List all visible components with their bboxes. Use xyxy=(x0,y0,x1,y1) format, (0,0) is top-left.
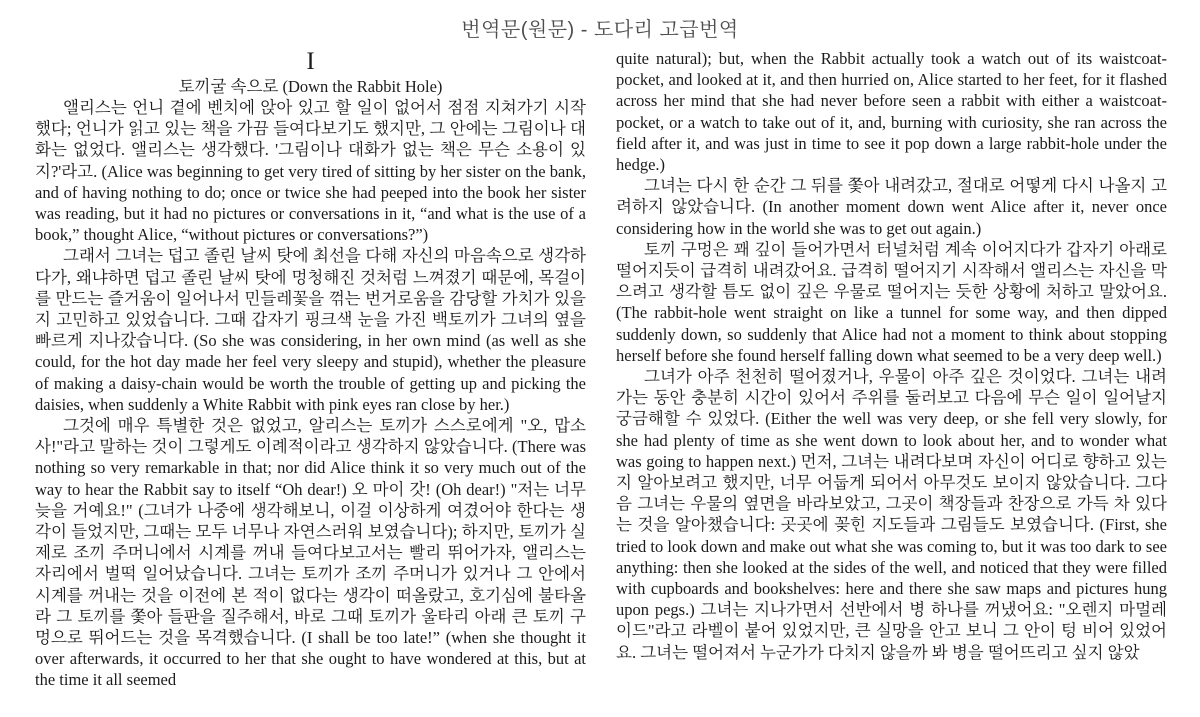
paragraph-2: 그래서 그녀는 덥고 졸린 날씨 탓에 최선을 다해 자신의 마음속으로 생각하다가, 왜냐하면 덥고 졸린 날씨 탓에 멍청해진 것처럼 느껴졌기 때문에, 목걸이를 만드는 즐거움이 일어나서 민들레꽃을 꺾는 번거로움을 감당할 가치가 있을지 고민하고 있었습니다. 그때 갑자기 핑크색 눈을 가진 백토끼가 그녀의 옆을 빠르게 지나갔습니다. (So she was considering, in her own mind (as well as she could, for the hot day made her feel very sleepy and stupid), whether the pleasure of making a daisy-chain would be worth the trouble of getting up and picking the daisies, when suddenly a White Rabbit with pink eyes ran close by her.) xyxy=(35,246,586,414)
right-column xyxy=(616,48,1167,714)
paragraph-3: 그것에 매우 특별한 것은 없었고, 알리스는 토끼가 스스로에게 "오, 맙소사!"라고 말하는 것이 그렇게도 이례적이라고 생각하지 않았습니다. (There was nothing so very remarkable in that; nor did Alice think it so very much out of the way to hear the Rabbit say to itself “Oh dear!) 오 마이 갓! (Oh dear!) "저는 너무 늦을 거예요!" (그녀가 나중에 생각해보니, 이걸 이상하게 여겼어야 한다는 생각이 들었지만, 그때는 모두 너무나 자연스러워 보였습니다); 하지만, 토끼가 실제로 조끼 주머니에서 시계를 꺼내 들여다보고서는 빨리 뛰어가자, 앨리스는 자리에서 벌떡 일어났습니다. 그녀는 토끼가 조끼 주머니가 있거나 그 안에서 시계를 꺼내는 것을 이전에 본 적이 없다는 생각이 떠올랐고, 호기심에 불타올라 그 토끼를 쫓아 들판을 질주해서, 바로 그때 토끼가 울타리 아래 큰 토끼 구멍으로 뛰어드는 것을 목격했습니다. (I shall be too late!” (when she thought it over afterwards, it occurred to her that she ought to have wondered at this, but at the time it all seemed xyxy=(35,416,586,690)
two-column-layout xyxy=(0,42,1200,714)
paragraph-3-continuation: quite natural); but, when the Rabbit actually took a watch out of its waistcoat-pocket, and looked at it, and then hurried on, Alice started to her feet, for it flashed across her mind that she had never before seen a rabbit with either a waistcoat-pocket, or a watch to take out of it, and, burning with curiosity, she ran across the field after it, and was just in time to see it pop down a large rabbit-hole under the hedge.) xyxy=(616,49,1167,175)
chapter-title: 토끼굴 속으로 (Down the Rabbit Hole) xyxy=(178,77,443,96)
paragraph-5: 토끼 구멍은 꽤 깊이 들어가면서 터널처럼 계속 이어지다가 갑자기 아래로 떨어지듯이 급격히 내려갔어요. 급격히 떨어지기 시작해서 앨리스는 자신을 막으려고 생각할 틈도 없이 깊은 우물로 떨어지는 듯한 상황에 처하고 말았어요. (The rabbit-hole went straight on like a tunnel for some way, and then dipped suddenly down, so suddenly that Alice had not a moment to think about stopping herself before she found herself falling down what seemed to be a very deep well.) xyxy=(616,239,1167,365)
paragraph-4: 그녀는 다시 한 순간 그 뒤를 쫓아 내려갔고, 절대로 어떻게 다시 나올지 고려하지 않았습니다. (In another moment down went Alice after it, never once considering how in the world she was to get out again.) xyxy=(616,176,1167,238)
paragraph-1: 앨리스는 언니 곁에 벤치에 앉아 있고 할 일이 없어서 점점 지쳐가기 시작했다; 언니가 읽고 있는 책을 가끔 들여다보기도 했지만, 그 안에는 그림이나 대화는 없었다. 앨리스는 생각했다. '그림이나 대화가 없는 책은 무슨 소용이 있지?'라고. (Alice was beginning to get very tired of sitting by her sister on the bank, and of having nothing to do; once or twice she had peeped into the book her sister was reading, but it had no pictures or conversations in it, “and what is the use of a book,” thought Alice, “without pictures or conversations?”) xyxy=(35,98,586,245)
chapter-number: I xyxy=(306,48,315,75)
left-column xyxy=(35,48,586,714)
document-title: 번역문(원문) - 도다리 고급번역 xyxy=(461,19,739,41)
paragraph-6: 그녀가 아주 천천히 떨어졌거나, 우물이 아주 깊은 것이었다. 그녀는 내려가는 동안 충분히 시간이 있어서 주위를 둘러보고 다음에 무슨 일이 일어날지 궁금해할 수 있었다. (Either the well was very deep, or she fell very slowly, for she had plenty of time as she went down to look about her, and to wonder what was going to happen next.) 먼저, 그녀는 내려다보며 자신이 어디로 향하고 있는지 알아보려고 했지만, 너무 어둡게 되어서 아무것도 보이지 않았습니다. 그다음 그녀는 우물의 옆면을 바라보았고, 그곳이 책장들과 찬장으로 가득 차 있다는 것을 알아챘습니다: 곳곳에 꽂힌 지도들과 그림들도 보였습니다. (First, she tried to look down and make out what she was coming to, but it was too dark to see anything: then she looked at the sides of the well, and noticed that they were filled with cupboards and bookshelves: here and there she saw maps and pictures hung upon pegs.) 그녀는 지나가면서 선반에서 병 하나를 꺼냈어요: "오렌지 마멀레이드"라고 라벨이 붙어 있었지만, 큰 실망을 안고 보니 그 안이 텅 비어 있었어요. 그녀는 떨어져서 누군가가 다치지 않을까 봐 병을 떨어뜨리고 싶지 않았 xyxy=(616,367,1167,662)
